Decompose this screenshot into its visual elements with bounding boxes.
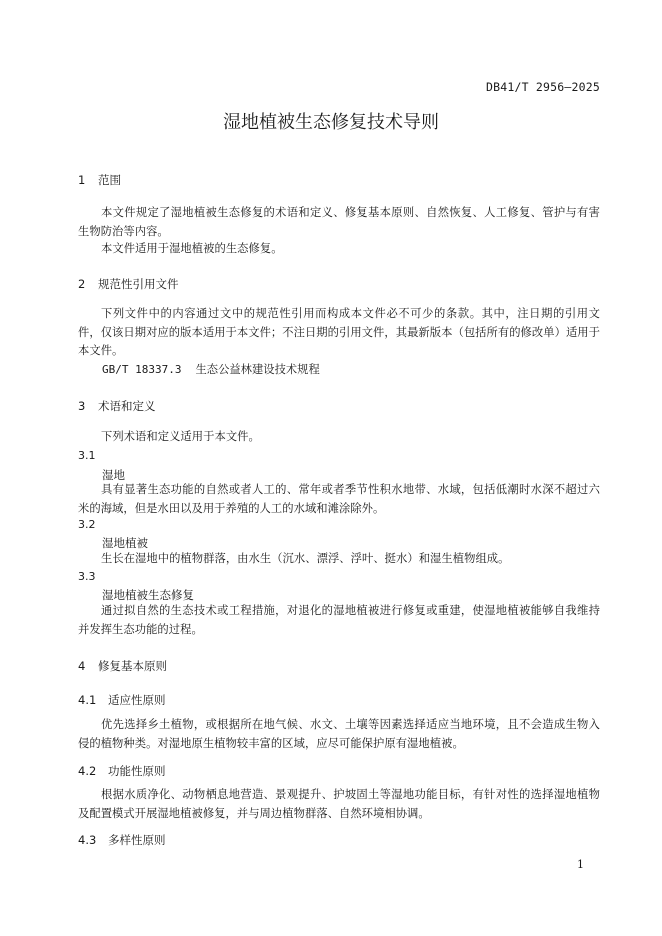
- section-4-heading: [78, 658, 167, 674]
- section-title: 范围: [98, 173, 121, 187]
- term-definition: 具有显著生态功能的自然或者人工的、常年或者季节性积水地带、水域，包括低潮时水深不超过六米的海域，但是水田以及用于养殖的人工的水域和滩涂除外。: [78, 483, 600, 515]
- term-number: 3.2: [78, 518, 96, 531]
- section-title: 规范性引用文件: [98, 277, 179, 291]
- subsection-4-1-text: 优先选择乡土植物，或根据所在地气候、水文、土壤等因素选择适应当地环境，且不会造成生物入侵的植物种类。对湿地原生植物较丰富的区域，应尽可能保护原有湿地植被。: [78, 718, 600, 750]
- subsection-title: 功能性原则: [108, 764, 166, 778]
- section-3-heading: [78, 398, 156, 414]
- reference-title: 生态公益林建设技术规程: [195, 363, 320, 376]
- subsection-title: 多样性原则: [108, 833, 166, 847]
- section-number: 3: [78, 399, 86, 413]
- section-title: 修复基本原则: [98, 659, 167, 673]
- term-name: 湿地植被: [102, 536, 148, 550]
- subsection-4-1-heading: [78, 692, 166, 708]
- document-number: DB41/T 2956—2025: [486, 80, 600, 94]
- term-name: 湿地植被生态修复: [102, 588, 194, 602]
- subsection-number: 4.2: [78, 764, 97, 778]
- section-1-heading: [78, 172, 121, 188]
- section-3-intro: 下列术语和定义适用于本文件。: [101, 430, 260, 443]
- subsection-4-3-heading: [78, 832, 166, 848]
- document-title: 湿地植被生态修复技术导则: [223, 112, 439, 133]
- normative-reference: [102, 361, 320, 377]
- reference-code: GB/T 18337.3: [102, 363, 182, 376]
- term-definition: 通过拟自然的生态技术或工程措施，对退化的湿地植被进行修复或重建，使湿地植被能够自我维持并发挥生态功能的过程。: [78, 604, 600, 636]
- subsection-number: 4.1: [78, 693, 97, 707]
- section-1-paragraph-2: 本文件适用于湿地植被的生态修复。: [101, 242, 283, 255]
- term-name: 湿地: [102, 468, 125, 482]
- section-1-paragraph-1: 本文件规定了湿地植被生态修复的术语和定义、修复基本原则、自然恢复、人工修复、管护与有害生物防治等内容。: [78, 206, 600, 238]
- subsection-4-2-heading: [78, 763, 166, 779]
- section-2-heading: [78, 276, 179, 292]
- subsection-number: 4.3: [78, 833, 97, 847]
- subsection-4-2-text: 根据水质净化、动物栖息地营造、景观提升、护坡固土等湿地功能目标，有针对性的选择湿地植物及配置模式开展湿地植被修复，并与周边植物群落、自然环境相协调。: [78, 788, 600, 820]
- section-number: 1: [78, 173, 86, 187]
- section-number: 4: [78, 659, 86, 673]
- section-2-paragraph-1: 下列文件中的内容通过文中的规范性引用而构成本文件必不可少的条款。其中，注日期的引用文件，仅该日期对应的版本适用于本文件；不注日期的引用文件，其最新版本（包括所有的修改单）适用于本文件。: [78, 307, 600, 357]
- term-number: 3.3: [78, 570, 96, 583]
- subsection-title: 适应性原则: [108, 693, 166, 707]
- page-number: 1: [577, 858, 584, 871]
- term-definition: 生长在湿地中的植物群落，由水生（沉水、漂浮、浮叶、挺水）和湿生植物组成。: [101, 552, 510, 565]
- section-number: 2: [78, 277, 86, 291]
- section-title: 术语和定义: [98, 399, 156, 413]
- term-number: 3.1: [78, 449, 96, 462]
